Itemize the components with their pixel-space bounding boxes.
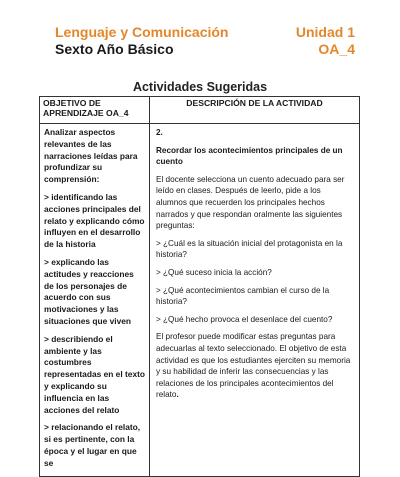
objective-item: > describiendo el ambiente y las costumbres representadas en el texto y explicando su influencia en las acciones del relato (44, 333, 146, 415)
objective-item: > identificando las acciones principales del relato y explicando cómo influyen en el desarrollo de la historia (44, 191, 145, 250)
grade-label: Sexto Año Básico (55, 41, 174, 57)
activity-question: > ¿Qué acontecimientos cambian el curso de la historia? (156, 285, 330, 307)
activity-closing-text: El profesor puede modificar estas preguntas para adecuarlas al texto seleccionado. El objetivo de esta actividad es que los estudiantes ejerciten su memoria y su habilidad de inferir las consecuencias y las relaciones de los principales acontecimientos del relato (156, 332, 351, 400)
activity-column-header: DESCRIPCIÓN DE LA ACTIVIDAD (150, 97, 360, 124)
activity-number: 2. (156, 128, 163, 137)
table-row (40, 124, 360, 477)
unit-label: Unidad 1 (295, 24, 355, 40)
activity-closing (156, 331, 353, 401)
objective-item: > explicando las actitudes y reacciones de los personajes de acuerdo con sus motivaciones y las situaciones que viven (44, 256, 134, 326)
objective-cell (40, 124, 150, 477)
objective-item: > relacionando el relato, si es pertinente, con la época y el lugar en que se (44, 422, 141, 468)
activity-intro: El docente selecciona un cuento adecuado para ser leído en clases. Después de leerlo, pide a los alumnos que recuerden los principales hechos narrados y que respondan oralmente las siguientes preguntas: (156, 174, 345, 231)
activity-closing-period: . (176, 390, 179, 400)
section-title: Actividades Sugeridas (132, 80, 268, 94)
activity-cell (150, 124, 360, 477)
objective-code: OA_4 (318, 41, 355, 57)
objective-column-header: OBJETIVO DE APRENDIZAJE OA_4 (40, 97, 150, 124)
activities-table (39, 96, 360, 477)
activity-question: > ¿Qué hecho provoca el desenlace del cuento? (156, 314, 333, 324)
activity-question: > ¿Cuál es la situación inicial del protagonista en la historia? (156, 238, 343, 260)
objective-intro: Analizar aspectos relevantes de las narraciones leídas para profundizar su comprensión: (44, 127, 138, 185)
document-header (55, 24, 355, 58)
subject-title: Lenguaje y Comunicación (55, 24, 229, 40)
table-header-row (40, 97, 360, 124)
activity-question: > ¿Qué suceso inicia la acción? (156, 267, 272, 277)
activity-title: Recordar los acontecimientos principales de un cuento (156, 145, 343, 167)
